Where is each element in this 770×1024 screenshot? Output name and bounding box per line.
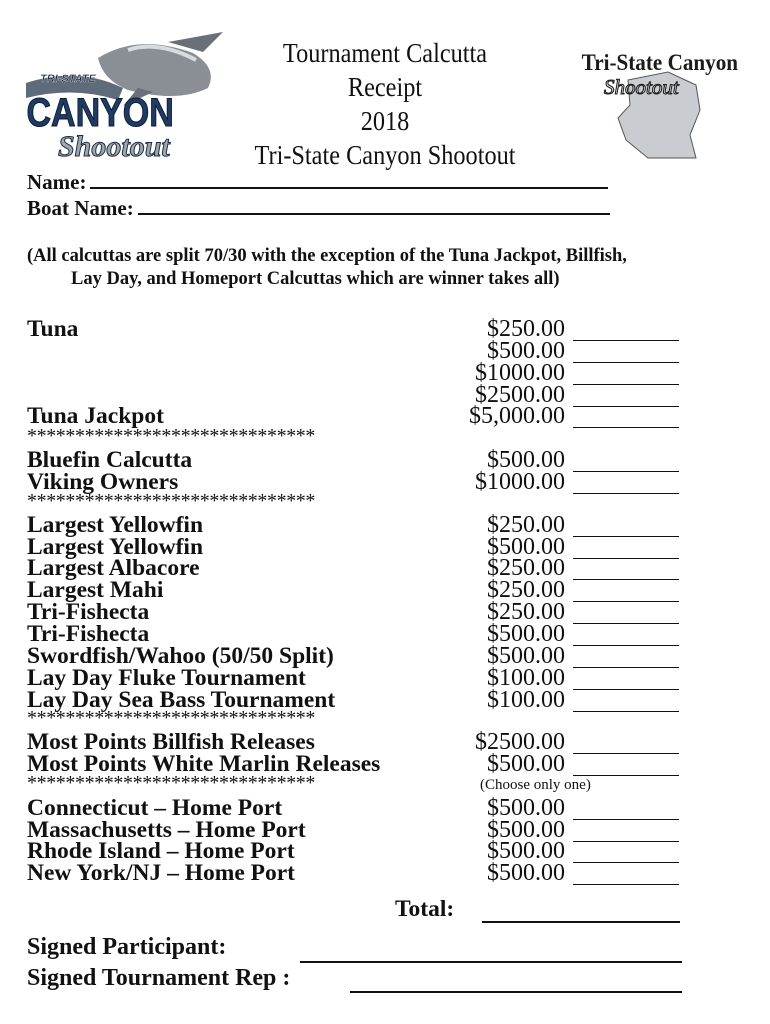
entry-amount: $500.00 (487, 751, 565, 777)
separator: ****************************** (27, 772, 316, 794)
boat-name-field[interactable] (27, 196, 610, 221)
entry-label: Bluefin Calcutta (27, 447, 193, 473)
entry-amount: $250.00 (487, 555, 565, 581)
entry-label: Tuna (27, 316, 79, 342)
entry-amount: $1000.00 (475, 360, 565, 386)
signed-rep-label: Signed Tournament Rep : (27, 965, 291, 991)
entry-blank-line[interactable] (573, 406, 679, 407)
entry-blank-line[interactable] (573, 471, 679, 472)
svg-text:Shootout: Shootout (604, 75, 679, 99)
title-line-2: 2018 (360, 106, 410, 136)
split-note-line-1: (All calcuttas are split 70/30 with the exception of the Tuna Jackpot, Billfish, (27, 246, 627, 266)
entry-blank-line[interactable] (573, 841, 679, 842)
entry-blank-line[interactable] (573, 753, 679, 754)
participant-signature-line[interactable] (300, 961, 682, 963)
title-line-1: Tournament Calcutta Receipt (282, 38, 488, 102)
entry-amount: $500.00 (487, 643, 565, 669)
entry-blank-line[interactable] (573, 579, 679, 580)
entry-blank-line[interactable] (573, 862, 679, 863)
entry-blank-line[interactable] (573, 689, 679, 690)
entry-amount: $250.00 (487, 577, 565, 603)
entry-blank-line[interactable] (573, 667, 679, 668)
entry-blank-line[interactable] (573, 427, 679, 428)
boat-name-label: Boat Name: (27, 196, 134, 220)
entry-label: Tuna Jackpot (27, 403, 164, 429)
entry-amount: $2500.00 (475, 382, 565, 408)
choose-only-one-note: (Choose only one) (480, 777, 591, 793)
entry-label: Viking Owners (27, 469, 179, 495)
entry-amount: $250.00 (487, 316, 565, 342)
entry-label: Most Points Billfish Releases (27, 729, 315, 755)
entry-amount: $500.00 (487, 838, 565, 864)
entry-blank-line[interactable] (573, 558, 679, 559)
separator: ****************************** (27, 490, 316, 512)
entry-blank-line[interactable] (573, 645, 679, 646)
entry-label: Tri-Fishecta (27, 599, 150, 625)
entry-label: Swordfish/Wahoo (50/50 Split) (27, 643, 334, 669)
entry-amount: $500.00 (487, 447, 565, 473)
entry-label: Largest Yellowfin (27, 512, 204, 538)
receipt-title (246, 36, 525, 172)
entry-label: New York/NJ – Home Port (27, 860, 296, 886)
entry-label: Largest Albacore (27, 555, 200, 581)
entry-blank-line[interactable] (573, 819, 679, 820)
entry-amount: $100.00 (487, 687, 565, 713)
entry-amount: $1000.00 (475, 469, 565, 495)
entry-blank-line[interactable] (573, 384, 679, 385)
entry-blank-line[interactable] (573, 775, 679, 776)
entry-label: Largest Yellowfin (27, 534, 204, 560)
entry-blank-line[interactable] (573, 884, 679, 885)
entry-amount: $500.00 (487, 338, 565, 364)
entry-label: Rhode Island – Home Port (27, 838, 295, 864)
title-line-3: Tri-State Canyon Shootout (254, 140, 516, 170)
total-label: Total: (395, 896, 455, 922)
split-note-line-2: Lay Day, and Homeport Calcuttas which are winner takes all) (71, 269, 560, 289)
entry-label: Tri-Fishecta (27, 621, 150, 647)
name-field[interactable] (27, 170, 608, 195)
split-note (27, 245, 747, 291)
entry-blank-line[interactable] (573, 536, 679, 537)
entry-label: Most Points White Marlin Releases (27, 751, 381, 777)
canyon-shootout-logo (18, 28, 223, 168)
entry-label: Largest Mahi (27, 577, 164, 603)
entry-blank-line[interactable] (573, 623, 679, 624)
separator: ****************************** (27, 425, 316, 447)
entry-blank-line[interactable] (573, 601, 679, 602)
entry-amount: $500.00 (487, 621, 565, 647)
boat-name-line[interactable] (138, 199, 610, 215)
entry-blank-line[interactable] (573, 362, 679, 363)
entry-label: Connecticut – Home Port (27, 795, 283, 821)
entry-amount: $100.00 (487, 665, 565, 691)
entry-blank-line[interactable] (573, 493, 679, 494)
entry-label: Lay Day Sea Bass Tournament (27, 687, 336, 713)
svg-text:TRI-STATE: TRI-STATE (40, 73, 96, 85)
signed-participant-label: Signed Participant: (27, 934, 227, 960)
entry-amount: $250.00 (487, 512, 565, 538)
entry-blank-line[interactable] (573, 340, 679, 341)
entry-amount: $500.00 (487, 860, 565, 886)
name-label: Name: (27, 170, 87, 194)
tri-state-canyon-logo (578, 30, 738, 165)
svg-text:CANYON: CANYON (26, 89, 174, 135)
entry-amount: $500.00 (487, 534, 565, 560)
name-line[interactable] (90, 173, 608, 189)
entry-label: Massachusetts – Home Port (27, 817, 306, 843)
svg-text:Tri-State Canyon: Tri-State Canyon (581, 49, 738, 76)
entry-blank-line[interactable] (573, 711, 679, 712)
svg-text:Shootout: Shootout (58, 130, 170, 163)
rep-signature-line[interactable] (350, 991, 682, 993)
entry-amount: $5,000.00 (469, 403, 565, 429)
entry-amount: $250.00 (487, 599, 565, 625)
entry-label: Lay Day Fluke Tournament (27, 665, 306, 691)
total-line[interactable] (482, 921, 680, 923)
entry-amount: $500.00 (487, 817, 565, 843)
entry-amount: $2500.00 (475, 729, 565, 755)
entry-amount: $500.00 (487, 795, 565, 821)
separator: ****************************** (27, 707, 316, 729)
